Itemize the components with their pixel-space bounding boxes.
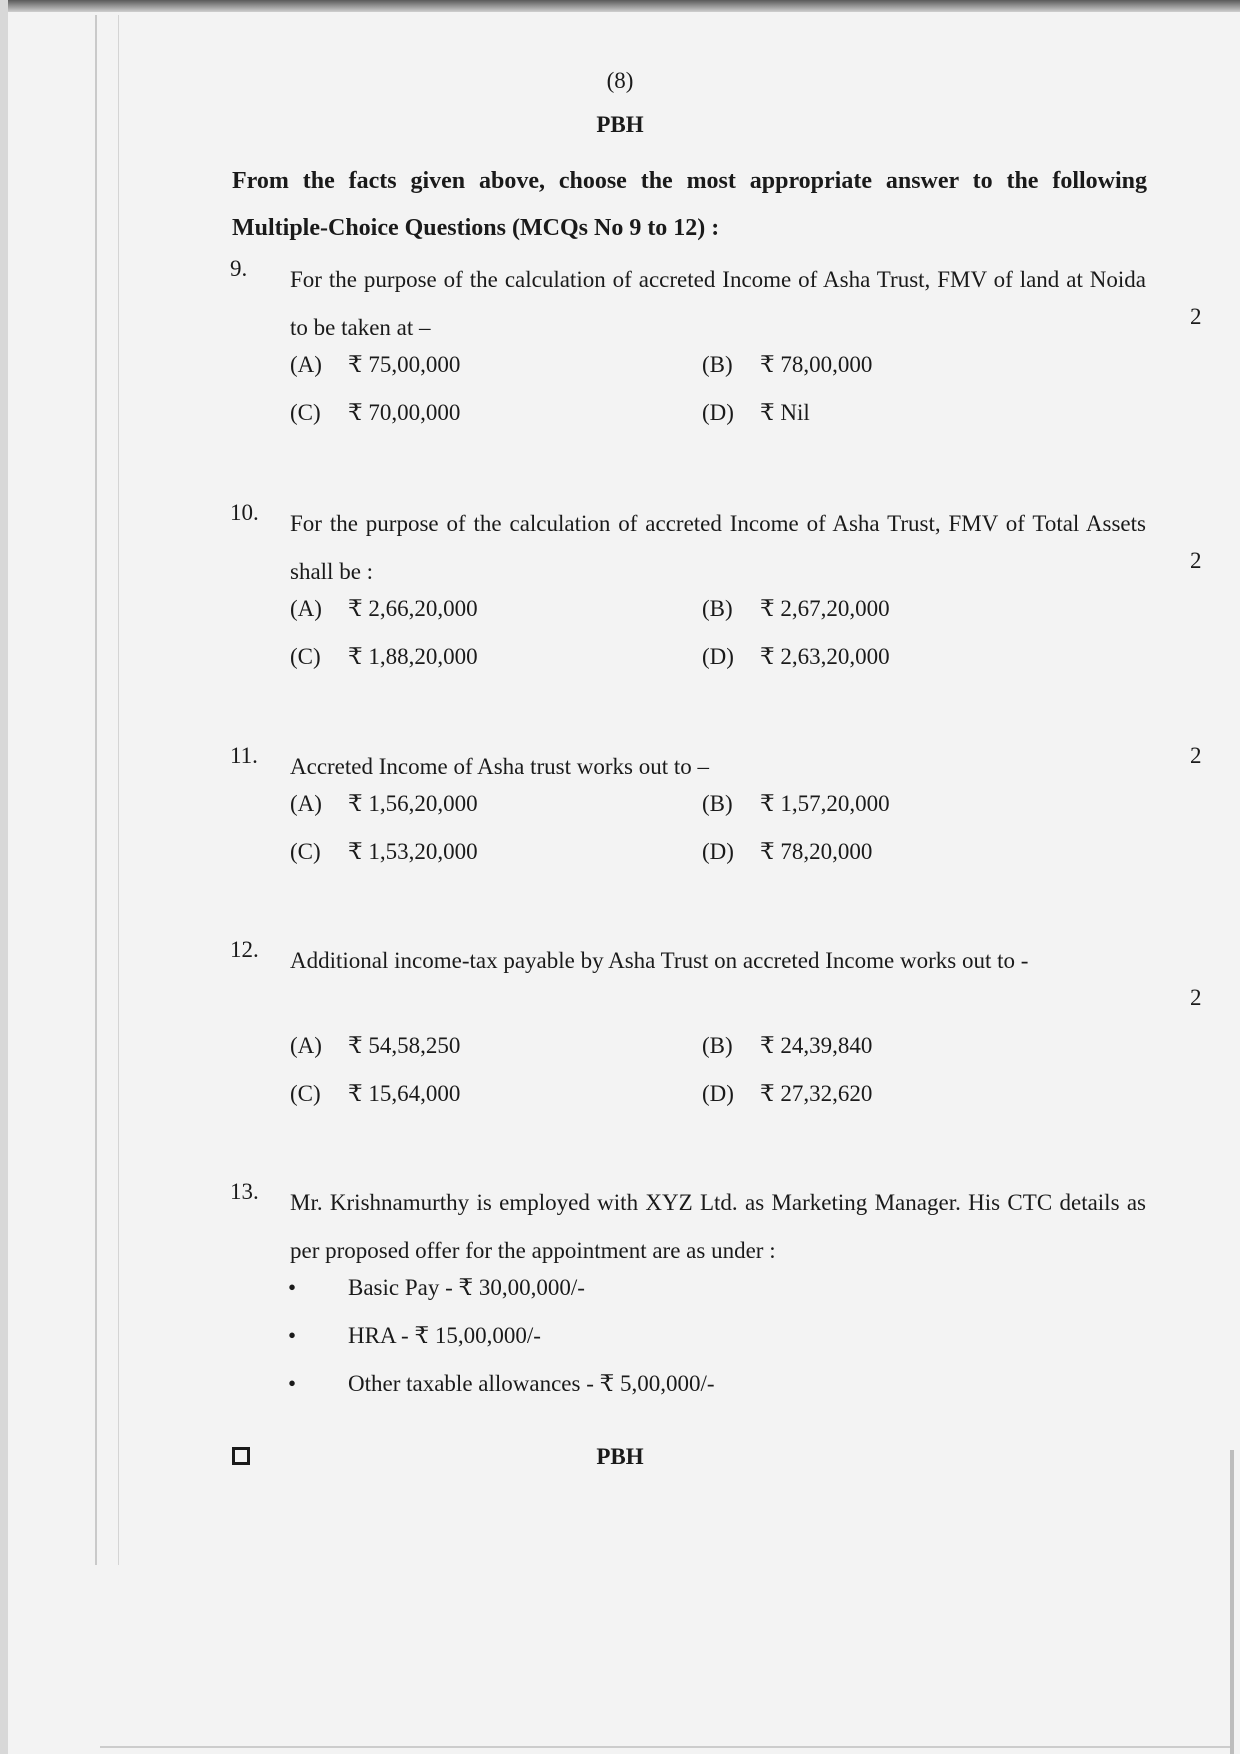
bullet-text: Other taxable allowances - ₹ 5,00,000/- [348, 1371, 715, 1396]
option-a [290, 1033, 460, 1059]
bullet-icon: • [288, 1275, 297, 1300]
scan-edge-top [0, 0, 1240, 12]
question-number: 9. [230, 256, 248, 281]
option-text: ₹ 78,20,000 [760, 839, 873, 864]
option-c [290, 1081, 460, 1107]
binding-gutter-line [118, 15, 119, 1565]
option-label: (B) [702, 352, 733, 377]
option-label: (D) [702, 400, 734, 425]
binding-gutter-line [95, 15, 97, 1565]
option-label: (C) [290, 1081, 321, 1106]
option-text: ₹ 2,67,20,000 [760, 596, 890, 621]
option-text: ₹ 24,39,840 [760, 1033, 873, 1058]
option-b [702, 596, 890, 622]
question-text: Accreted Income of Asha trust works out to – [290, 754, 710, 779]
bullet-text: HRA - ₹ 15,00,000/- [348, 1323, 541, 1348]
option-text: ₹ 1,88,20,000 [348, 644, 478, 669]
question-marks: 2 [1190, 304, 1202, 329]
option-text: ₹ Nil [760, 400, 810, 425]
option-c [290, 644, 478, 670]
option-label: (C) [290, 644, 321, 669]
option-label: (B) [702, 791, 733, 816]
option-d [702, 644, 890, 670]
option-b [702, 1033, 872, 1059]
question-marks: 2 [1190, 548, 1202, 573]
option-text: ₹ 75,00,000 [348, 352, 461, 377]
option-d [702, 839, 872, 865]
option-label: (C) [290, 839, 321, 864]
scan-edge-right [1230, 1450, 1234, 1754]
option-c [290, 839, 478, 865]
option-text: ₹ 54,58,250 [348, 1033, 461, 1058]
option-text: ₹ 70,00,000 [348, 400, 461, 425]
question-text: For the purpose of the calculation of accreted Income of Asha Trust, FMV of land at Noida to be taken at – [290, 267, 1146, 340]
option-label: (B) [702, 596, 733, 621]
option-text: ₹ 1,57,20,000 [760, 791, 890, 816]
option-text: ₹ 1,53,20,000 [348, 839, 478, 864]
option-label: (A) [290, 1033, 322, 1058]
option-label: (A) [290, 791, 322, 816]
scan-edge-left [0, 0, 8, 1754]
option-a [290, 596, 478, 622]
option-text: ₹ 2,66,20,000 [348, 596, 478, 621]
option-a [290, 352, 460, 378]
question-text: Mr. Krishnamurthy is employed with XYZ Ltd. as Marketing Manager. His CTC details as per proposed offer for the appointment are as under : [290, 1190, 1146, 1263]
question-text: Additional income-tax payable by Asha Trust on accreted Income works out to - [290, 948, 1029, 973]
bullet-text: Basic Pay - ₹ 30,00,000/- [348, 1275, 585, 1300]
instruction-text: From the facts given above, choose the most appropriate answer to the following Multiple-Choice Questions (MCQs No 9 to 12) : [232, 168, 1147, 241]
scan-edge-bottom [100, 1746, 1230, 1748]
question-number: 12. [230, 937, 259, 962]
page-number: (8) [606, 68, 634, 93]
question-marks: 2 [1190, 743, 1202, 768]
bullet-icon: • [288, 1323, 297, 1348]
question-number: 10. [230, 500, 259, 525]
bullet-icon: • [288, 1371, 297, 1396]
option-c [290, 400, 460, 426]
option-label: (B) [702, 1033, 733, 1058]
option-b [702, 352, 872, 378]
option-label: (D) [702, 644, 734, 669]
footer-paper-code: PBH [596, 1444, 644, 1469]
question-marks: 2 [1190, 985, 1202, 1010]
option-label: (D) [702, 1081, 734, 1106]
option-label: (A) [290, 352, 322, 377]
option-label: (A) [290, 596, 322, 621]
option-d [702, 1081, 872, 1107]
option-text: ₹ 27,32,620 [760, 1081, 873, 1106]
question-text: For the purpose of the calculation of accreted Income of Asha Trust, FMV of Total Assets shall be : [290, 511, 1146, 584]
option-text: ₹ 1,56,20,000 [348, 791, 478, 816]
option-text: ₹ 2,63,20,000 [760, 644, 890, 669]
option-d [702, 400, 810, 426]
option-b [702, 791, 890, 817]
option-text: ₹ 15,64,000 [348, 1081, 461, 1106]
option-text: ₹ 78,00,000 [760, 352, 873, 377]
paper-code: PBH [596, 112, 644, 137]
option-label: (C) [290, 400, 321, 425]
question-number: 13. [230, 1179, 259, 1204]
option-a [290, 791, 478, 817]
question-number: 11. [230, 743, 258, 768]
option-label: (D) [702, 839, 734, 864]
